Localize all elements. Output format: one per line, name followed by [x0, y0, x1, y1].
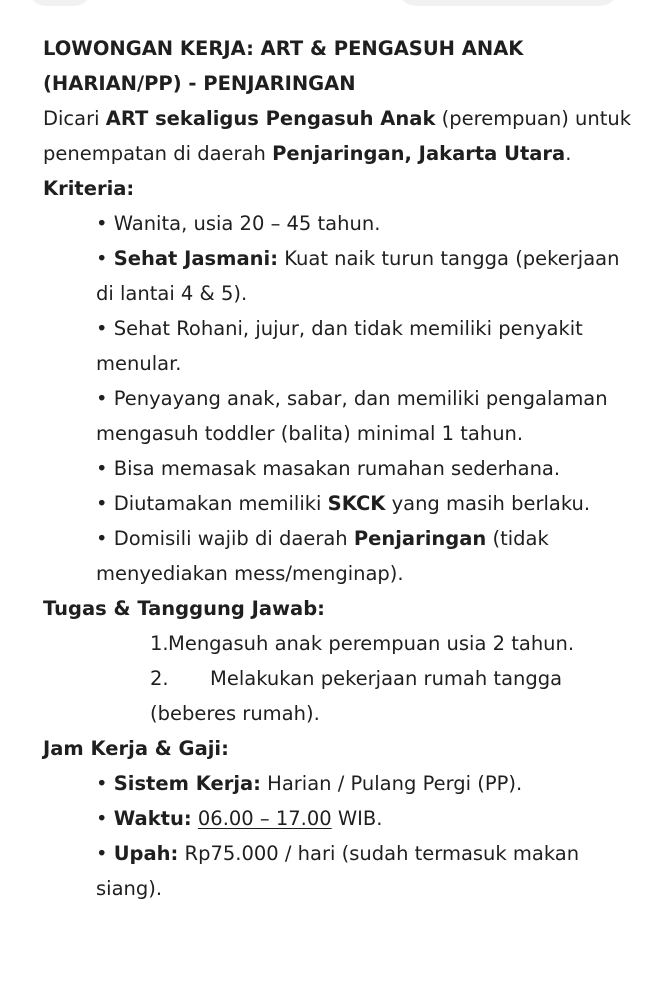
bullet: • — [96, 492, 108, 515]
work-text: Rp75.000 / hari (sudah termasuk makan siang). — [96, 842, 580, 900]
criteria-highlight: SKCK — [327, 492, 386, 515]
bullet: • — [96, 247, 108, 270]
bullet: • — [96, 772, 108, 795]
criteria-item — [43, 486, 633, 521]
job-posting — [43, 31, 633, 906]
intro-location: Penjaringan, Jakarta Utara — [272, 142, 566, 165]
work-label: Waktu: — [113, 807, 192, 830]
top-toolbar-remnant — [0, 0, 648, 6]
work-item — [43, 801, 633, 836]
work-heading: Jam Kerja & Gaji: — [43, 737, 229, 760]
bullet: • — [96, 842, 108, 865]
criteria-text: Sehat Rohani, jujur, dan tidak memiliki penyakit menular. — [96, 317, 583, 375]
criteria-text: Penyayang anak, sabar, dan memiliki pengalaman mengasuh toddler (balita) minimal 1 tahun. — [96, 387, 608, 445]
criteria-text: (tidak menyediakan mess/menginap). — [96, 527, 549, 585]
criteria-item — [43, 381, 633, 451]
criteria-item — [43, 206, 633, 241]
work-text: WIB. — [331, 807, 383, 830]
intro-role: ART sekaligus Pengasuh Anak — [105, 107, 436, 130]
intro-text: (perempuan) untuk penempatan di daerah — [43, 107, 632, 165]
work-item — [43, 836, 633, 906]
criteria-text: Bisa memasak masakan rumahan sederhana. — [113, 457, 561, 480]
criteria-item — [43, 451, 633, 486]
duty-number: 2. — [150, 667, 169, 690]
back-button[interactable] — [28, 0, 92, 6]
criteria-text: Wanita, usia 20 – 45 tahun. — [113, 212, 381, 235]
criteria-text: Kuat naik turun tangga (pekerjaan di lantai 4 & 5). — [96, 247, 620, 305]
work-text: Harian / Pulang Pergi (PP). — [260, 772, 523, 795]
duty-number: 1. — [150, 632, 169, 655]
work-item — [43, 766, 633, 801]
bullet: • — [96, 457, 108, 480]
intro-text: Dicari — [43, 107, 106, 130]
criteria-text: yang masih berlaku. — [385, 492, 591, 515]
bullet: • — [96, 807, 108, 830]
duty-text: Mengasuh anak perempuan usia 2 tahun. — [168, 632, 575, 655]
criteria-text: Diutamakan memiliki — [113, 492, 328, 515]
bullet: • — [96, 527, 108, 550]
criteria-item — [43, 521, 633, 591]
duty-item — [43, 626, 633, 661]
criteria-item — [43, 311, 633, 381]
posting-title: LOWONGAN KERJA: ART & PENGASUH ANAK (HARIAN/PP) - PENJARINGAN — [43, 37, 524, 95]
work-hours-link[interactable]: 06.00 – 17.00 — [197, 807, 332, 830]
criteria-label: Sehat Jasmani: — [113, 247, 279, 270]
work-label: Upah: — [113, 842, 179, 865]
criteria-text: Domisili wajib di daerah — [113, 527, 354, 550]
duty-text: Melakukan pekerjaan rumah tangga (beberes rumah). — [150, 667, 563, 725]
work-label: Sistem Kerja: — [113, 772, 261, 795]
bullet: • — [96, 387, 108, 410]
criteria-heading: Kriteria: — [43, 177, 135, 200]
toolbar-actions[interactable] — [398, 0, 618, 6]
duties-heading: Tugas & Tanggung Jawab: — [43, 597, 325, 620]
intro-text: . — [565, 142, 572, 165]
criteria-highlight: Penjaringan — [353, 527, 487, 550]
criteria-item — [43, 241, 633, 311]
duty-item — [43, 661, 633, 731]
bullet: • — [96, 317, 108, 340]
intro-paragraph — [43, 101, 633, 171]
bullet: • — [96, 212, 108, 235]
